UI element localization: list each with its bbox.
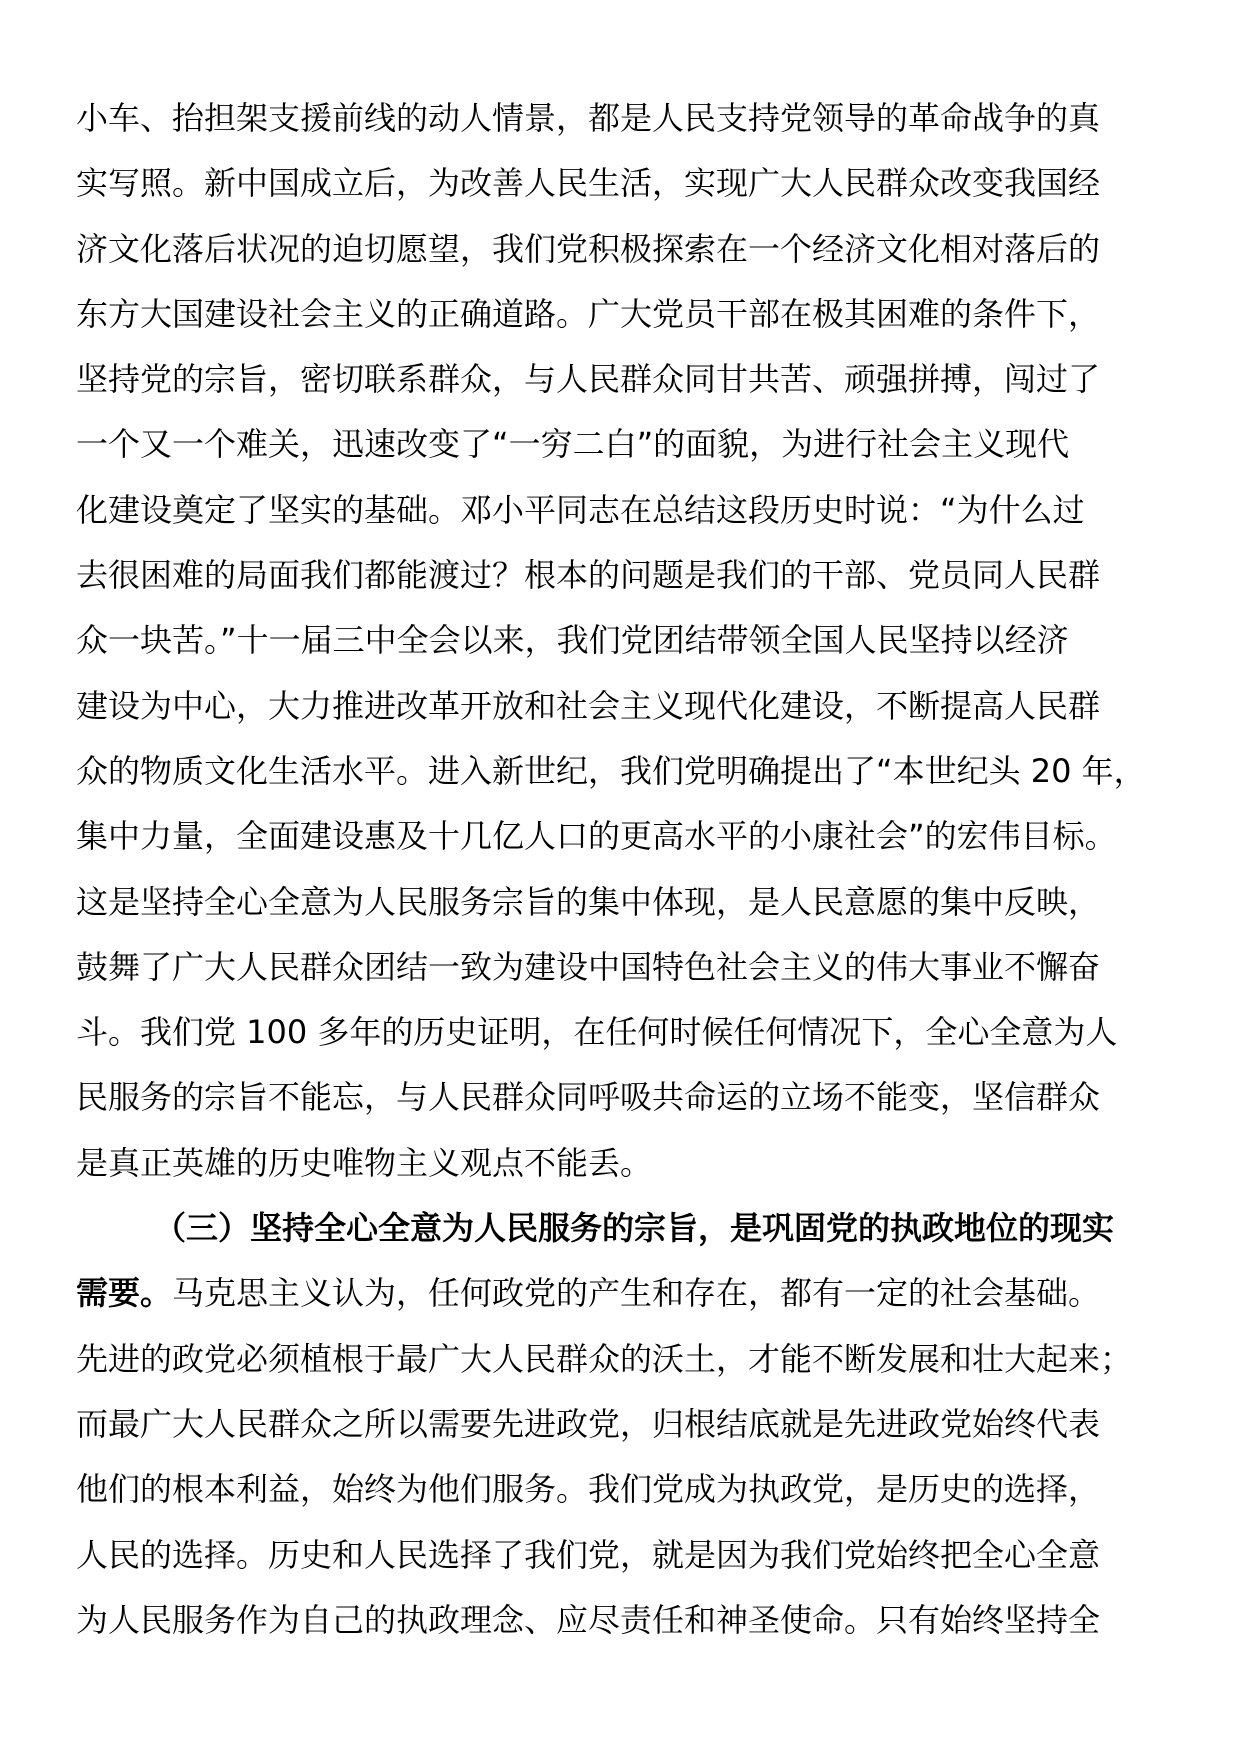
section-heading-continued [76, 1261, 1176, 1326]
text-line: 一个又一个难关，迅速改变了“一穷二白”的面貌，为进行社会主义现代 [76, 425, 1070, 464]
text-line: 这是坚持全心全意为人民服务宗旨的集中体现，是人民意愿的集中反映， [76, 882, 1101, 921]
section-text: 马克思主义认为，任何政党的产生和存在，都有一定的社会基础。 [172, 1274, 1101, 1313]
text-line: 众一块苦。”十一届三中全会以来，我们党团结带领全国人民坚持以经济 [76, 621, 1069, 660]
text-line: 民服务的宗旨不能忘，与人民群众同呼吸共命运的立场不能变，坚信群众 [76, 1078, 1101, 1117]
text-line: 先进的政党必须植根于最广大人民群众的沃土，才能不断发展和壮大起来； [76, 1339, 1133, 1378]
section-heading-end: 需要。 [76, 1274, 173, 1313]
text-line: 斗。我们党 100 多年的历史证明，在任何时候任何情况下，全心全意为人 [76, 1013, 1118, 1052]
text-line: 小车、抬担架支援前线的动人情景，都是人民支持党领导的革命战争的真 [76, 99, 1101, 137]
text-line: 众的物质文化生活水平。进入新世纪，我们党明确提出了“本世纪头 20 年， [76, 751, 1146, 790]
text-line: 实写照。新中国成立后，为改善人民生活，实现广大人民群众改变我国经 [76, 164, 1101, 203]
text-line: 济文化落后状况的迫切愿望，我们党积极探索在一个经济文化相对落后的 [76, 229, 1101, 268]
text-line: 化建设奠定了坚实的基础。邓小平同志在总结这段历史时说：“为什么过 [76, 490, 1085, 529]
text-line: 东方大国建设社会主义的正确道路。广大党员干部在极其困难的条件下， [76, 294, 1101, 333]
section-heading: （三）坚持全心全意为人民服务的宗旨，是巩固党的执政地位的现实 [154, 1209, 1115, 1248]
body-text [76, 86, 1176, 1653]
text-line: 人民的选择。历史和人民选择了我们党，就是因为我们党始终把全心全意 [76, 1535, 1101, 1574]
text-line: 集中力量，全面建设惠及十几亿人口的更高水平的小康社会”的宏伟目标。 [76, 817, 1117, 856]
text-line: 鼓舞了广大人民群众团结一致为建设中国特色社会主义的伟大事业不懈奋 [76, 947, 1101, 986]
text-line: 坚持党的宗旨，密切联系群众，与人民群众同甘共苦、顽强拼搏，闯过了 [76, 360, 1101, 399]
text-line: 他们的根本利益，始终为他们服务。我们党成为执政党，是历史的选择， [76, 1470, 1101, 1509]
text-line: 去很困难的局面我们都能渡过？根本的问题是我们的干部、党员同人民群 [76, 556, 1101, 595]
text-line: 而最广大人民群众之所以需要先进政党，归根结底就是先进政党始终代表 [76, 1404, 1101, 1443]
text-line: 为人民服务作为自己的执政理念、应尽责任和神圣使命。只有始终坚持全 [76, 1600, 1101, 1639]
text-line: 建设为中心，大力推进改革开放和社会主义现代化建设，不断提高人民群 [76, 686, 1101, 725]
text-line: 是真正英雄的历史唯物主义观点不能丢。 [76, 1143, 653, 1182]
